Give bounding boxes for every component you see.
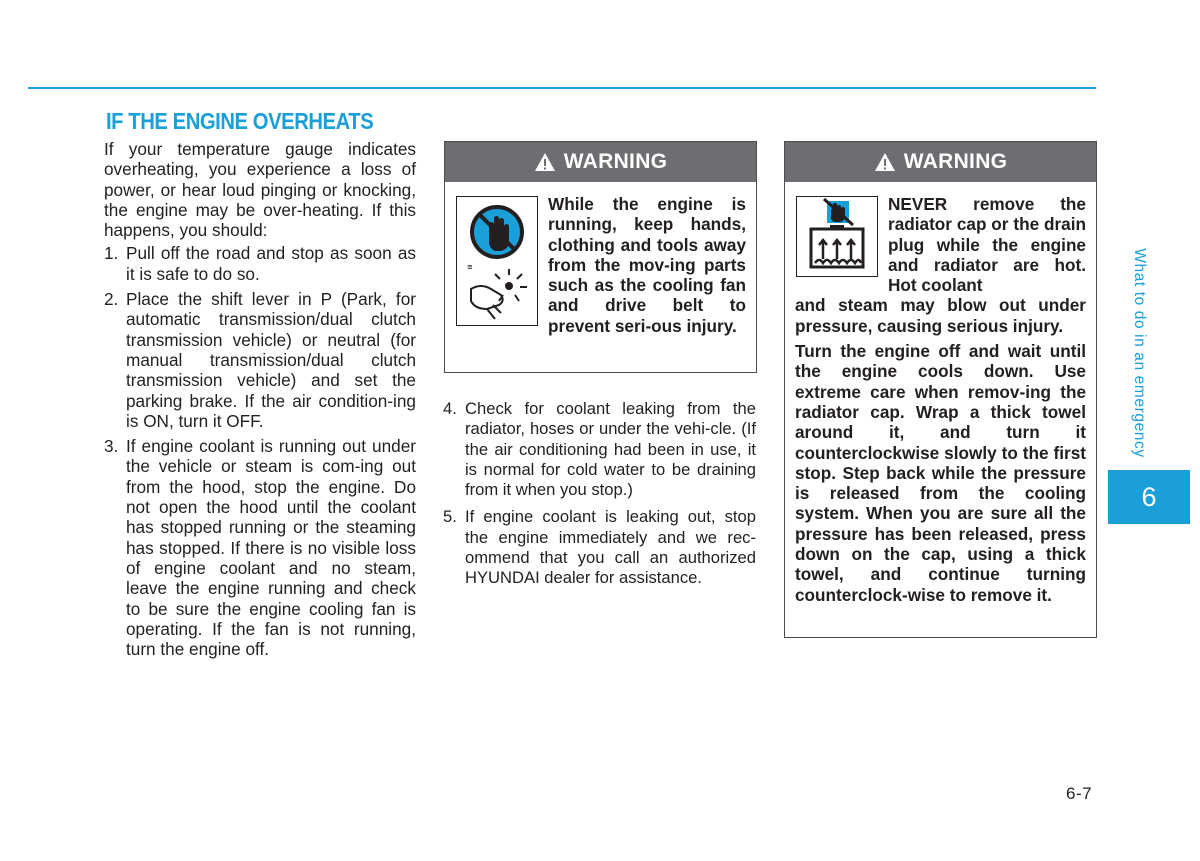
warning-header: [445, 142, 756, 182]
main-column: [104, 139, 416, 664]
warning-text-block: [795, 194, 1086, 605]
warning-triangle-icon: [534, 152, 556, 172]
warning-header: [785, 142, 1096, 182]
warning-box-fan: [444, 141, 757, 373]
warning-label: WARNING: [903, 150, 1008, 173]
svg-text:≡: ≡: [467, 263, 473, 271]
intro-paragraph: If your temperature gauge indicates overheating, you experience a loss of power, or hear loud pinging or knocking, the engine may be over-heating. If this happens, you should:: [104, 139, 416, 241]
list-item: 3. If engine coolant is running out under the vehicle or steam is com-ing out from the hood, stop the engine. Do not open the hood until the coolant has stopped running or the steaming has stopped. If there is no visible loss of engine coolant and no steam, leave the engine running and check to be sure the engine cooling fan is operating. If the fan is not running, turn the engine off.: [104, 436, 416, 660]
warning-box-radiator: [784, 141, 1097, 638]
top-rule: [28, 87, 1096, 89]
list-item: 2. Place the shift lever in P (Park, for automatic transmission/dual clutch transmission vehicle) or neutral (for manual transmission/dual clutch transmission vehicle) and set the parking brake. If the air condition-ing is ON, turn it OFF.: [104, 289, 416, 431]
steps-list-continued: [443, 399, 756, 589]
warning-text: Turn the engine off and wait until the engine cools down. Use extreme care when remov-ing the radiator cap. Wrap a thick towel around it, and turn it counterclockwise slowly to the first stop. Step back while the pressure is released from the cooling system. When you are sure all the pressure has been released, press down on the cap, using a thick towel, and continue turning counterclock-wise to remove it.: [795, 341, 1086, 605]
chapter-side-title: What to do in an emergency: [1131, 248, 1148, 458]
hand-fan-warning-icon: [456, 196, 538, 326]
list-item: 5. If engine coolant is leaking out, stop the engine immediately and we rec-ommend that you call an authorized HYUNDAI dealer for assistance.: [443, 507, 756, 588]
list-item: 4. Check for coolant leaking from the radiator, hoses or under the vehi-cle. (If the air conditioning had been in use, it is normal for cold water to be draining from it when you stop.): [443, 399, 756, 500]
steps-continued: [443, 396, 756, 596]
warning-triangle-icon: [874, 152, 896, 172]
warning-label: WARNING: [563, 150, 668, 173]
steps-list: [104, 243, 416, 659]
page-number: 6-7: [1066, 784, 1093, 803]
section-title: IF THE ENGINE OVERHEATS: [106, 108, 374, 134]
warning-text: While the engine is running, keep hands, clothing and tools away from the mov-ing parts such as the cooling fan and drive belt to prevent seri-ous injury.: [548, 194, 746, 336]
list-item: 1. Pull off the road and stop as soon as it is safe to do so.: [104, 243, 416, 284]
warning-lead-continued: and steam may blow out under pressure, causing serious injury.: [795, 295, 1086, 336]
chapter-tab: 6: [1108, 470, 1190, 524]
warning-lead: NEVER remove the radiator cap or the drain plug while the engine and radiator are hot. Hot coolant: [888, 194, 1086, 296]
